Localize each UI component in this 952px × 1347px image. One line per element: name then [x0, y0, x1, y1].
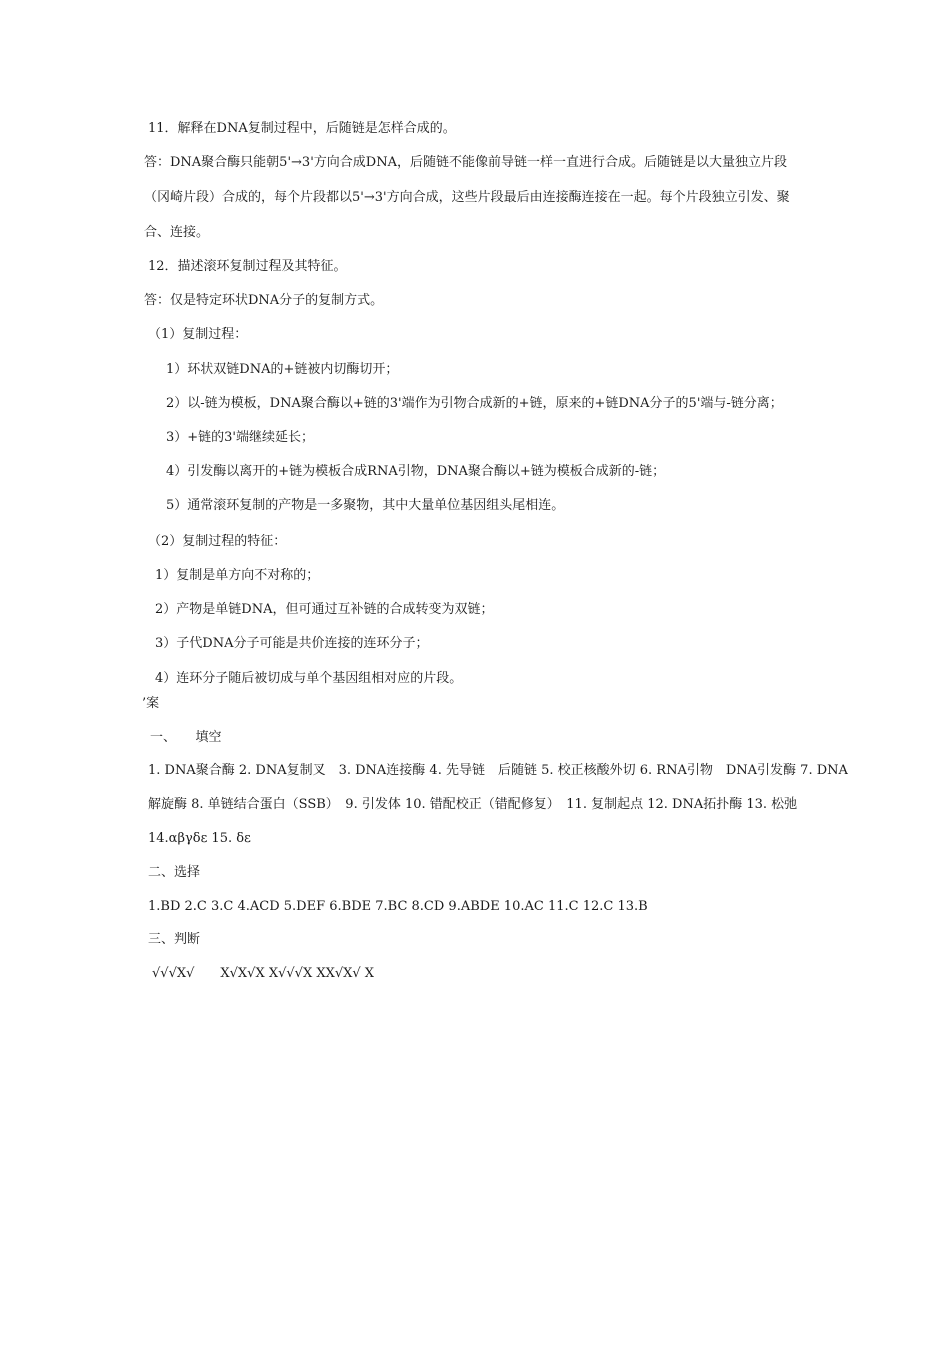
- fill-answers-line-1: 1. DNA聚合酶 2. DNA复制叉 3. DNA连接酶 4. 先导链 后随链 5. 校正核酸外切 6. RNA引物 DNA引发酶 7. DNA: [148, 763, 848, 778]
- q12-question: 12．描述滚环复制过程及其特征。: [148, 259, 347, 274]
- q12-process-step: 4）引发酶以离开的+链为模板合成RNA引物，DNA聚合酶以+链为模板合成新的-链；: [166, 464, 666, 479]
- q12-process-step: 2）以-链为模板，DNA聚合酶以+链的3'端作为引物合成新的+链，原来的+链DNA分子的5'端与-链分离；: [166, 396, 783, 411]
- q12-process-step: 3）+链的3'端继续延长；: [166, 430, 315, 445]
- q12-feature: 2）产物是单链DNA，但可通过互补链的合成转变为双链；: [155, 602, 494, 617]
- q11-answer-line-1: 答：DNA聚合酶只能朝5'→3'方向合成DNA，后随链不能像前导链一样一直进行合成。后随链是以大量独立片段: [144, 155, 787, 170]
- choice-heading: 二、选择: [148, 865, 201, 880]
- fill-answers-line-3: 14.αβγδε 15. δε: [148, 831, 251, 846]
- q11-answer-line-3: 合、连接。: [144, 225, 210, 240]
- fill-heading: 一、 填空: [150, 730, 222, 745]
- judge-answers: √√√X√ X√X√X X√√√X XX√X√ X: [152, 966, 375, 981]
- q11-answer-line-2: （冈崎片段）合成的，每个片段都以5'→3'方向合成，这些片段最后由连接酶连接在一起。每个片段独立引发、聚: [144, 190, 790, 205]
- q11-question: 11．解释在DNA复制过程中，后随链是怎样合成的。: [148, 121, 456, 136]
- answers-heading: ’案: [142, 696, 160, 711]
- judge-heading: 三、判断: [148, 932, 201, 947]
- fill-answers-line-2: 解旋酶 8. 单链结合蛋白（SSB） 9. 引发体 10. 错配校正（错配修复） 11. 复制起点 12. DNA拓扑酶 13. 松弛: [148, 797, 798, 812]
- q12-process-step: 1）环状双链DNA的+链被内切酶切开；: [166, 362, 399, 377]
- q12-feature: 1）复制是单方向不对称的；: [155, 568, 320, 583]
- q12-process-step: 5）通常滚环复制的产物是一多聚物，其中大量单位基因组头尾相连。: [166, 498, 565, 513]
- choice-answers: 1.BD 2.C 3.C 4.ACD 5.DEF 6.BDE 7.BC 8.CD 9.ABDE 10.AC 11.C 12.C 13.B: [148, 899, 648, 914]
- q12-feature: 4）连环分子随后被切成与单个基因组相对应的片段。: [155, 671, 463, 686]
- q12-process-heading: （1）复制过程：: [148, 327, 248, 342]
- q12-answer-intro: 答：仅是特定环状DNA分子的复制方式。: [144, 293, 384, 308]
- q12-feature: 3）子代DNA分子可能是共价连接的连环分子；: [155, 636, 429, 651]
- q12-features-heading: （2）复制过程的特征：: [148, 534, 287, 549]
